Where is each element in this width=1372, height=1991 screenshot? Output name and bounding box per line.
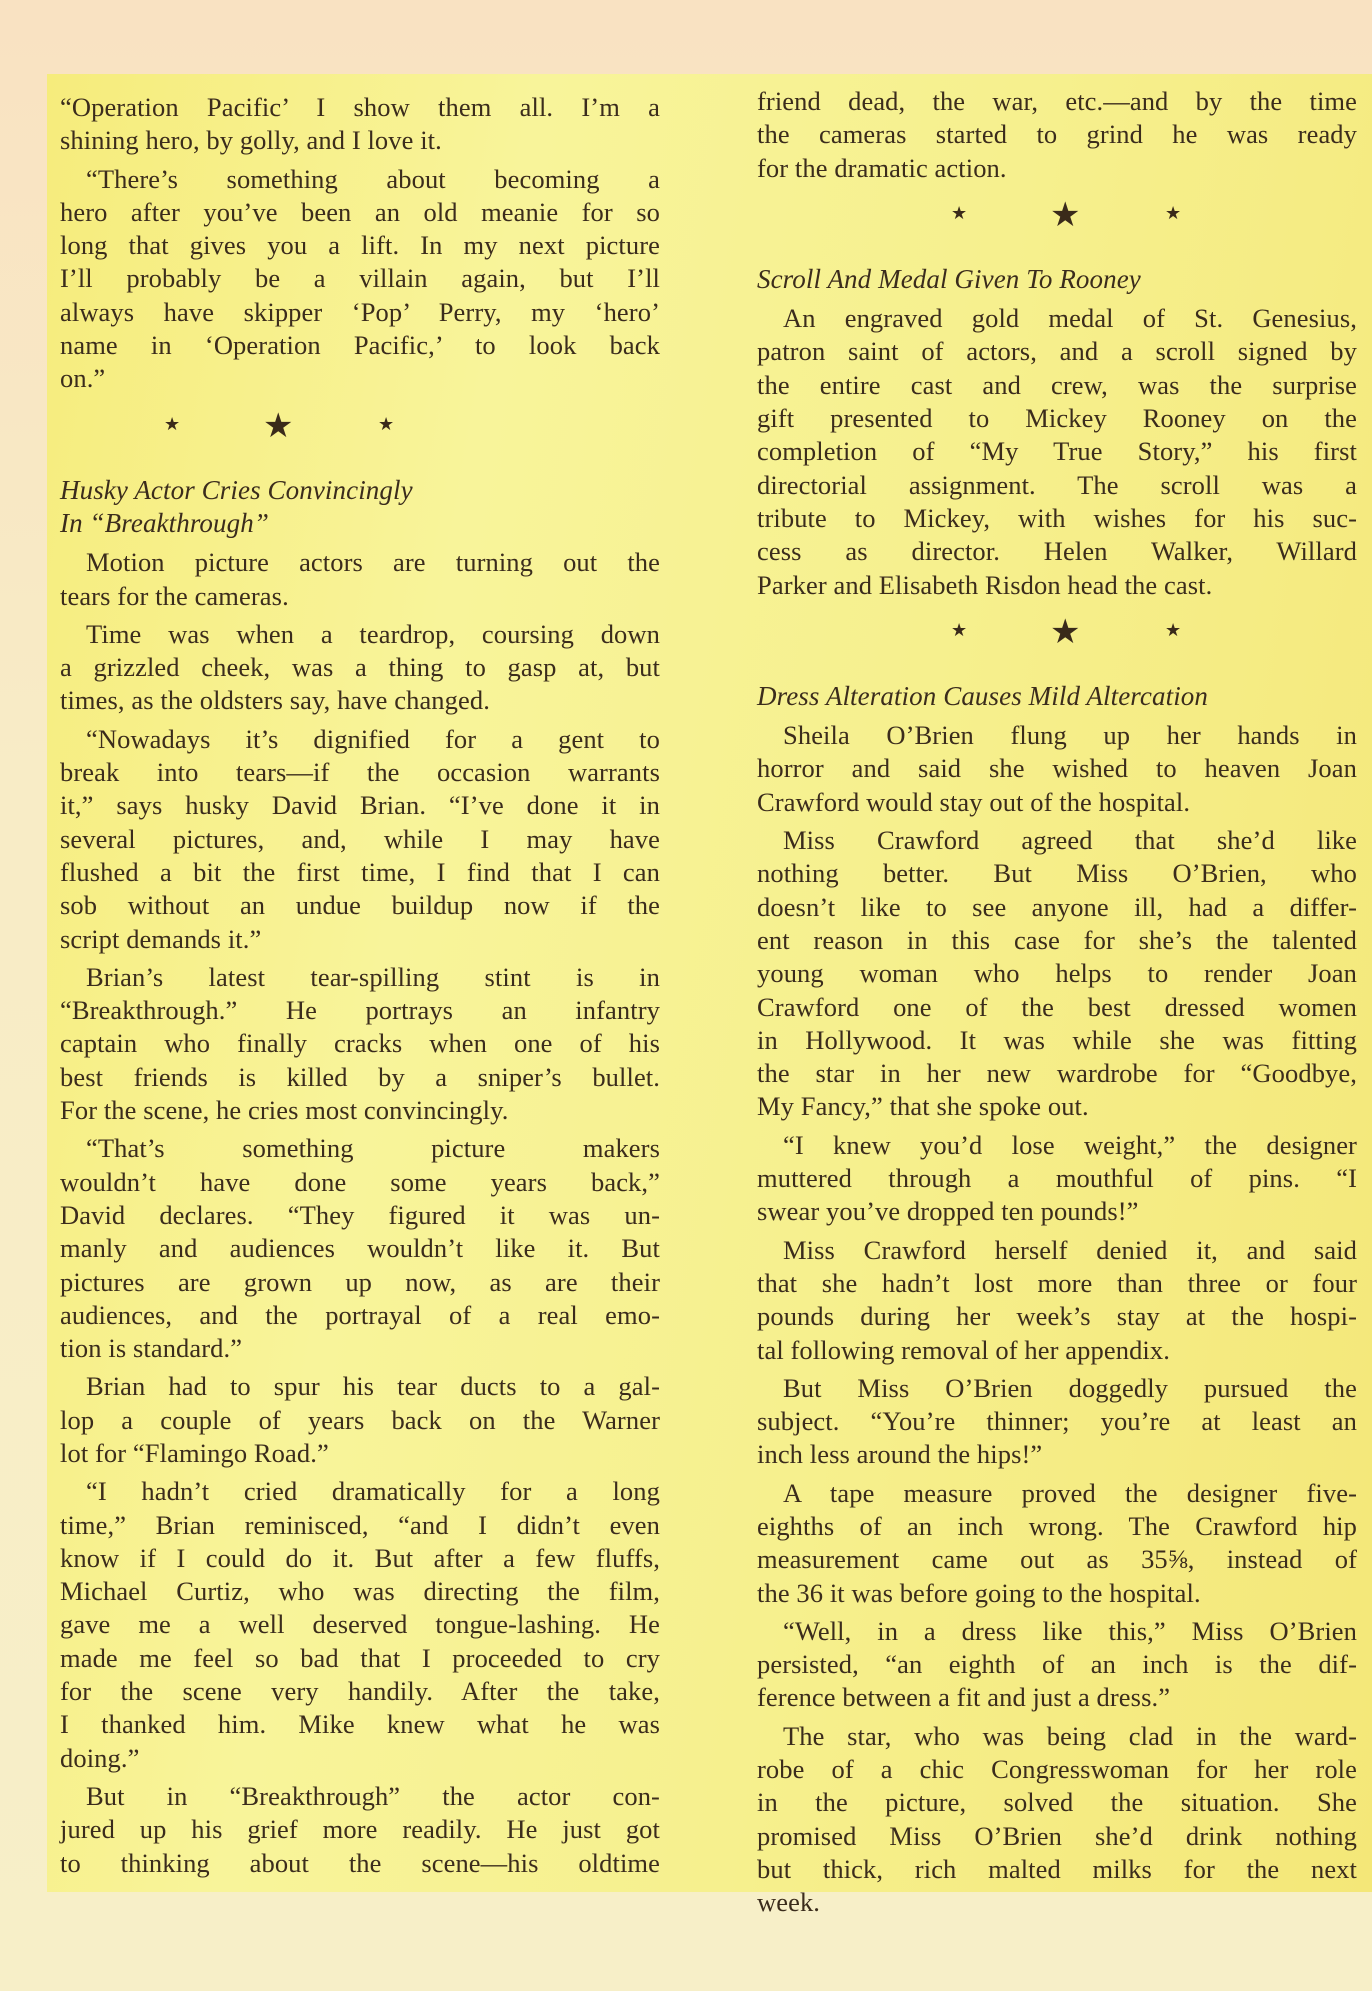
- text-line: My Fancy,” that she spoke out.: [757, 1091, 1089, 1122]
- text-line: persisted, “an eighth of an inch is the dif-: [757, 1649, 1357, 1680]
- text-line: a grizzled cheek, was a thing to gasp at, but: [60, 652, 660, 683]
- section-divider-stars: [757, 195, 1357, 235]
- text-line: Brian had to spur his tear ducts to a gal-: [86, 1371, 660, 1402]
- text-line: The star, who was being clad in the ward-: [783, 1720, 1357, 1751]
- text-line: it,” says husky David Brian. “I’ve done it in: [60, 790, 660, 821]
- star-icon: ★: [1165, 202, 1182, 223]
- text-line: audiences, and the portrayal of a real emo-: [60, 1299, 660, 1330]
- left-column: [60, 86, 660, 1880]
- text-line: doesn’t like to see anyone ill, had a differ-: [757, 891, 1357, 922]
- text-line: nothing better. But Miss O’Brien, who: [757, 858, 1357, 889]
- text-line: shining hero, by golly, and I love it.: [60, 125, 442, 156]
- paragraph: [757, 824, 1357, 1124]
- text-line: robe of a chic Congresswoman for her role: [757, 1754, 1357, 1785]
- text-line: doing.”: [60, 1742, 140, 1773]
- text-line: script demands it.”: [60, 923, 262, 954]
- text-line: eighths of an inch wrong. The Crawford hip: [757, 1510, 1357, 1541]
- star-icon: ★: [1050, 196, 1081, 234]
- text-line: sob without an undue buildup now if the: [60, 890, 660, 921]
- heading-line: Scroll And Medal Given To Rooney: [757, 263, 1141, 294]
- text-line: gave me a well deserved tongue-lashing. He: [60, 1609, 660, 1640]
- text-line: hero after you’ve been an old meanie for so: [60, 196, 660, 227]
- text-line: times, as the oldsters say, have changed.: [60, 685, 490, 716]
- text-line: I thanked him. Mike knew what he was: [60, 1709, 660, 1740]
- paragraph: [60, 1370, 660, 1470]
- text-line: “Operation Pacific’ I show them all. I’m a: [60, 92, 660, 122]
- text-line: wouldn’t have done some years back,”: [60, 1166, 660, 1197]
- paragraph: [757, 1477, 1357, 1610]
- text-line: tal following removal of her appendix.: [757, 1334, 1170, 1365]
- text-line: For the scene, he cries most convincingly.: [60, 1095, 509, 1126]
- text-line: manly and audiences wouldn’t like it. But: [60, 1233, 660, 1264]
- paragraph: [757, 1234, 1357, 1367]
- text-line: that she hadn’t lost more than three or four: [757, 1267, 1357, 1298]
- star-icon: ★: [1165, 619, 1182, 640]
- text-line: inch less around the hips!”: [757, 1439, 1043, 1470]
- text-line: lop a couple of years back on the Warner: [60, 1404, 660, 1435]
- text-line: measurement came out as 35⅝, instead of: [757, 1544, 1357, 1575]
- text-line: name in ‘Operation Pacific,’ to look back: [60, 330, 660, 361]
- section-heading: [60, 474, 660, 541]
- text-line: but thick, rich malted milks for the next: [757, 1853, 1357, 1884]
- text-line: captain who finally cracks when one of his: [60, 1028, 660, 1059]
- paragraph: [60, 961, 660, 1127]
- text-line: “That’s something picture makers: [86, 1133, 660, 1164]
- paragraph: [60, 723, 660, 956]
- text-line: Crawford would stay out of the hospital.: [757, 786, 1191, 817]
- text-line: young woman who helps to render Joan: [757, 958, 1357, 989]
- text-line: horror and said she wished to heaven Joan: [757, 753, 1357, 784]
- paragraph: [757, 1615, 1357, 1715]
- star-icon: ★: [1050, 613, 1081, 651]
- text-line: ference between a fit and just a dress.”: [757, 1682, 1171, 1713]
- heading-line: Dress Alteration Causes Mild Altercation: [757, 680, 1208, 711]
- text-line: ent reason in this case for she’s the talented: [757, 924, 1357, 955]
- text-line: pictures are grown up now, as are their: [60, 1266, 660, 1297]
- text-line: the star in her new wardrobe for “Goodbye,: [757, 1058, 1357, 1089]
- text-line: Motion picture actors are turning out the: [86, 547, 660, 578]
- section-divider-stars: [60, 406, 660, 446]
- text-line: promised Miss O’Brien she’d drink nothing: [757, 1820, 1357, 1851]
- star-icon: ★: [378, 413, 395, 434]
- text-line: to thinking about the scene—his oldtime: [60, 1847, 660, 1878]
- text-line: made me feel so bad that I proceeded to cry: [60, 1642, 660, 1673]
- text-line: David declares. “They figured it was un-: [60, 1199, 660, 1230]
- text-line: week.: [757, 1887, 821, 1918]
- text-line: Michael Curtiz, who was directing the film,: [60, 1576, 660, 1607]
- text-line: muttered through a mouthful of pins. “I: [757, 1163, 1357, 1194]
- heading-line: Husky Actor Cries Convincingly: [60, 474, 413, 505]
- paragraph: [60, 1780, 660, 1880]
- star-icon: ★: [951, 202, 968, 223]
- paragraph: [757, 719, 1357, 819]
- text-line: Parker and Elisabeth Risdon head the cast.: [757, 569, 1213, 600]
- text-line: completion of “My True Story,” his first: [757, 436, 1357, 467]
- section-divider-stars: [757, 612, 1357, 652]
- text-line: But Miss O’Brien doggedly pursued the: [783, 1372, 1357, 1403]
- text-line: “There’s something about becoming a: [86, 163, 660, 194]
- text-line: tion is standard.”: [60, 1333, 243, 1364]
- star-icon: ★: [263, 407, 294, 445]
- text-line: in the picture, solved the situation. She: [757, 1787, 1357, 1818]
- right-column: [757, 80, 1357, 1920]
- paragraph: [757, 1720, 1357, 1920]
- text-line: An engraved gold medal of St. Genesius,: [783, 303, 1357, 334]
- text-line: several pictures, and, while I may have: [60, 823, 660, 854]
- paragraph: [757, 1129, 1357, 1229]
- text-line: the cameras started to grind he was ready: [757, 119, 1357, 150]
- text-line: “I hadn’t cried dramatically for a long: [86, 1476, 660, 1507]
- text-line: always have skipper ‘Pop’ Perry, my ‘hero’: [60, 296, 660, 327]
- heading-line: In “Breakthrough”: [60, 507, 269, 538]
- text-line: time,” Brian reminisced, “and I didn’t even: [60, 1509, 660, 1540]
- text-line: But in “Breakthrough” the actor con-: [86, 1780, 660, 1811]
- paragraph: [60, 1475, 660, 1775]
- star-icon: ★: [164, 413, 181, 434]
- text-line: break into tears—if the occasion warrants: [60, 757, 660, 788]
- paragraph: [60, 1132, 660, 1365]
- text-line: in Hollywood. It was while she was fitting: [757, 1024, 1357, 1055]
- paragraph: [60, 163, 660, 396]
- text-line: for the scene very handily. After the take,: [60, 1676, 660, 1707]
- text-line: jured up his grief more readily. He just got: [60, 1814, 660, 1845]
- text-line: “Well, in a dress like this,” Miss O’Brien: [783, 1615, 1357, 1646]
- text-line: lot for “Flamingo Road.”: [60, 1437, 329, 1468]
- text-line: for the dramatic action.: [757, 152, 1007, 183]
- text-line: Miss Crawford herself denied it, and said: [783, 1234, 1357, 1265]
- star-icon: ★: [951, 619, 968, 640]
- section-heading: [757, 263, 1357, 296]
- paragraph: [757, 85, 1357, 185]
- text-line: “Nowadays it’s dignified for a gent to: [86, 723, 660, 754]
- text-line: cess as director. Helen Walker, Willard: [757, 536, 1357, 567]
- text-line: on.”: [60, 363, 106, 394]
- text-line: Time was when a teardrop, coursing down: [86, 618, 660, 649]
- text-line: tears for the cameras.: [60, 580, 289, 611]
- text-line: subject. “You’re thinner; you’re at least an: [757, 1406, 1357, 1437]
- text-line: gift presented to Mickey Rooney on the: [757, 403, 1357, 434]
- text-line: patron saint of actors, and a scroll signed by: [757, 336, 1357, 367]
- text-line: the entire cast and crew, was the surprise: [757, 369, 1357, 400]
- text-line: friend dead, the war, etc.—and by the time: [757, 86, 1357, 116]
- text-line: pounds during her week’s stay at the hospi-: [757, 1301, 1357, 1332]
- paragraph: [60, 91, 660, 158]
- text-line: flushed a bit the first time, I find that I can: [60, 856, 660, 887]
- paragraph: [757, 1372, 1357, 1472]
- text-line: tribute to Mickey, with wishes for his suc-: [757, 502, 1357, 533]
- text-line: Sheila O’Brien flung up her hands in: [783, 720, 1357, 751]
- text-line: I’ll probably be a villain again, but I’ll: [60, 263, 660, 294]
- paragraph: [757, 302, 1357, 602]
- text-line: Crawford one of the best dressed women: [757, 991, 1357, 1022]
- text-line: Brian’s latest tear-spilling stint is in: [86, 961, 660, 992]
- paragraph: [60, 546, 660, 613]
- text-line: swear you’ve dropped ten pounds!”: [757, 1196, 1139, 1227]
- section-heading: [757, 680, 1357, 713]
- text-line: the 36 it was before going to the hospital.: [757, 1577, 1201, 1608]
- paragraph: [60, 618, 660, 718]
- text-line: best friends is killed by a sniper’s bullet.: [60, 1061, 660, 1092]
- text-line: Miss Crawford agreed that she’d like: [783, 825, 1357, 856]
- text-line: long that gives you a lift. In my next picture: [60, 230, 660, 261]
- text-line: “Breakthrough.” He portrays an infantry: [60, 995, 660, 1026]
- text-line: A tape measure proved the designer five-: [783, 1477, 1357, 1508]
- text-line: directorial assignment. The scroll was a: [757, 469, 1357, 500]
- text-line: know if I could do it. But after a few fluffs,: [60, 1542, 660, 1573]
- text-line: “I knew you’d lose weight,” the designer: [783, 1129, 1357, 1160]
